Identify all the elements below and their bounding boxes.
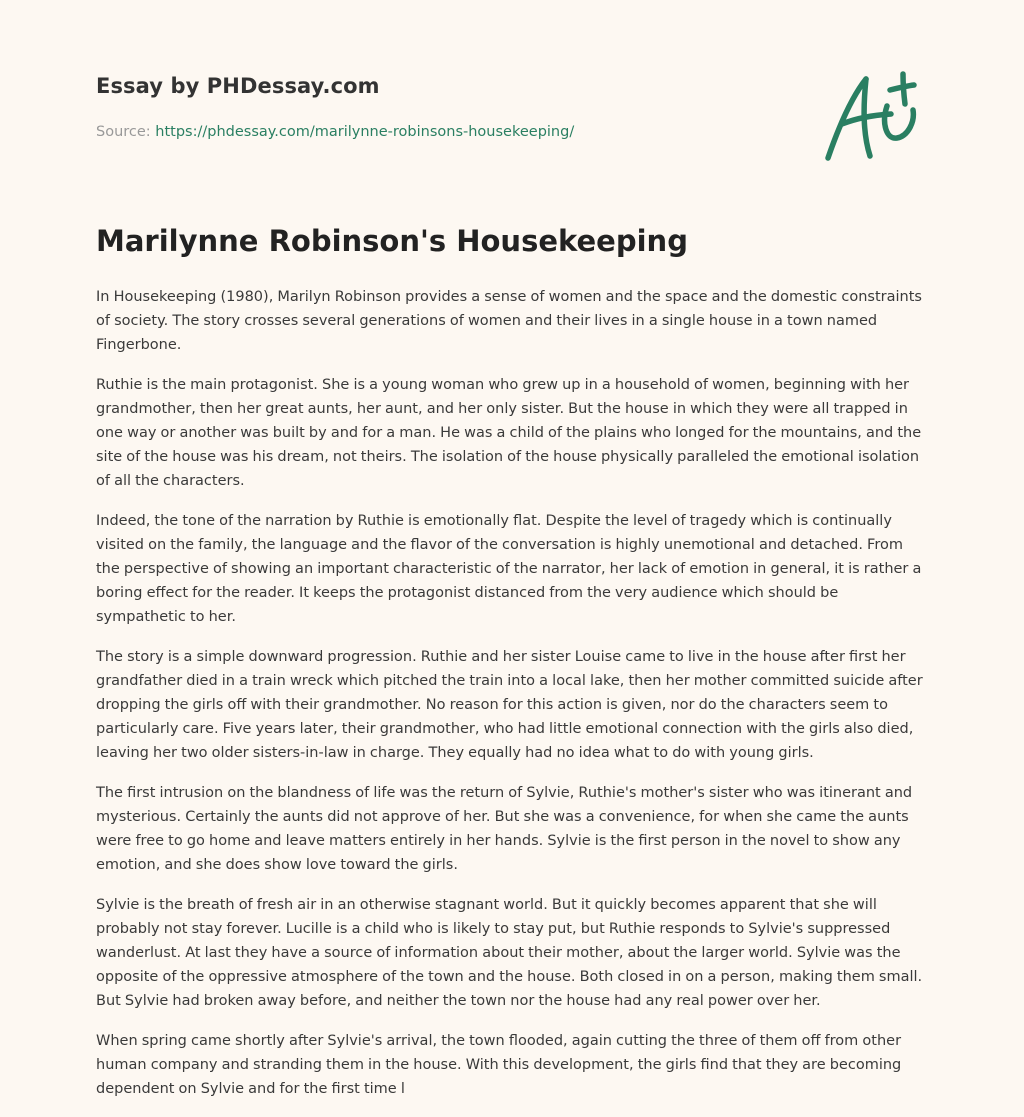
essay-paragraph: The story is a simple downward progression. Ruthie and her sister Louise came to live in the house after first her grandfather died in a train wreck which pitched the train into a local lake, then her mother committed suicide after dropping the girls off with their grandmother. No reason for this action is given, nor do the characters seem to particularly care. Five years later, their grandmother, who had little emotional connection with the girls also died, leaving her two older sisters-in-law in charge. They equally had no idea what to do with young girls.: [96, 649, 923, 761]
essay-paragraph: The first intrusion on the blandness of life was the return of Sylvie, Ruthie's mother's sister who was itinerant and mysterious. Certainly the aunts did not approve of her. But she was a convenience, for when she came the aunts were free to go home and leave matters entirely in her hands. Sylvie is the first person in the novel to show any emotion, and she does show love toward the girls.: [96, 785, 913, 873]
source-label: Source:: [96, 124, 156, 140]
essay-title: Marilynne Robinson's Housekeeping: [96, 224, 688, 258]
essay-body: [96, 285, 930, 1117]
essay-paragraph: Indeed, the tone of the narration by Ruthie is emotionally flat. Despite the level of tragedy which is continually visited on the family, the language and the flavor of the conversation is highly unemotional and detached. From the perspective of showing an important characteristic of the narrator, her lack of emotion in general, it is rather a boring effect for the reader. It keeps the protagonist distanced from the very audience which should be sympathetic to her.: [96, 513, 922, 625]
source-link[interactable]: https://phdessay.com/marilynne-robinsons-housekeeping/: [155, 124, 575, 140]
a-plus-logo-icon: [825, 68, 926, 163]
source-line: [96, 124, 574, 140]
essay-paragraph: When spring came shortly after Sylvie's arrival, the town flooded, again cutting the three of them off from other human company and stranding them in the house. With this development, the girls find that they are becoming dependent on Sylvie and for the first time l: [96, 1033, 902, 1097]
essay-paragraph: Sylvie is the breath of fresh air in an otherwise stagnant world. But it quickly becomes apparent that she will probably not stay forever. Lucille is a child who is likely to stay put, but Ruthie responds to Sylvie's suppressed wanderlust. At last they have a source of information about their mother, about the larger world. Sylvie was the opposite of the oppressive atmosphere of the town and the house. Both closed in on a person, making them small. But Sylvie had broken away before, and neither the town nor the house had any real power over her.: [96, 897, 923, 1009]
essay-paragraph: Ruthie is the main protagonist. She is a young woman who grew up in a household of women, beginning with her grandmother, then her great aunts, her aunt, and her only sister. But the house in which they were all trapped in one way or another was built by and for a man. He was a child of the plains who longed for the mountains, and the site of the house was his dream, not theirs. The isolation of the house physically paralleled the emotional isolation of all the characters.: [96, 377, 922, 489]
essay-paragraph: In Housekeeping (1980), Marilyn Robinson provides a sense of women and the space and the domestic constraints of society. The story crosses several generations of women and their lives in a single house in a town named Fingerbone.: [96, 289, 922, 353]
site-title: Essay by PHDessay.com: [96, 74, 380, 98]
